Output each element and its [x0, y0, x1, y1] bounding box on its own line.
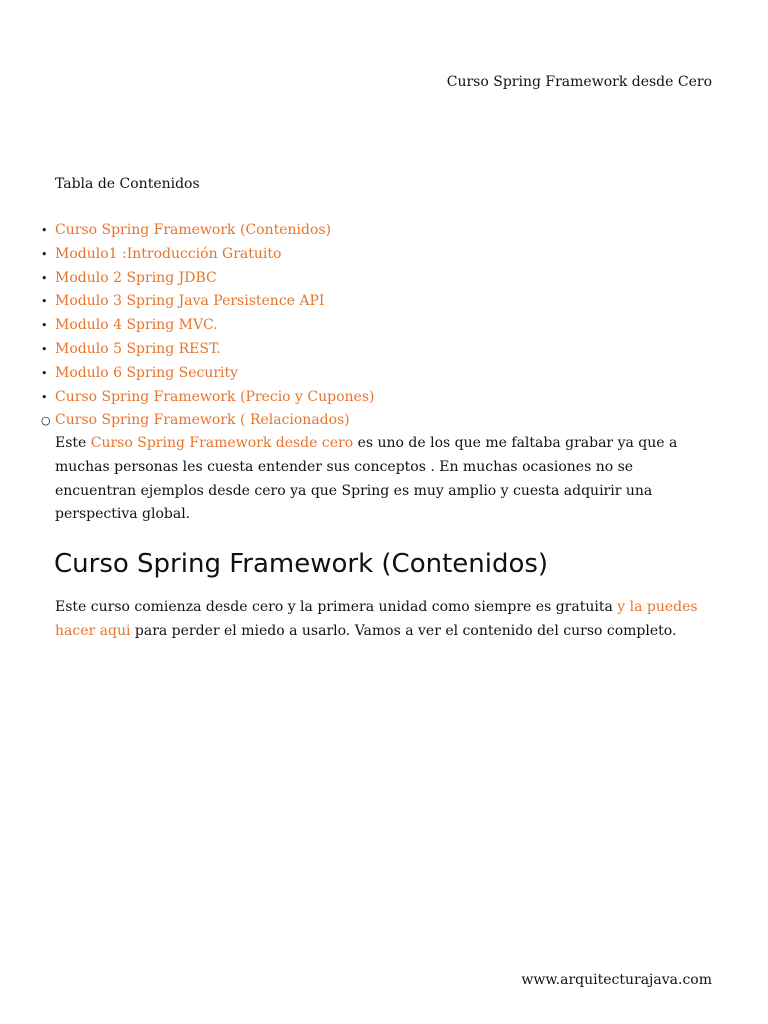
toc-item	[41, 290, 735, 314]
toc-item	[41, 362, 735, 386]
toc-item	[41, 338, 735, 362]
intro-course-link[interactable]: Curso Spring Framework desde cero	[90, 435, 354, 451]
bullet-icon: •	[41, 390, 48, 404]
toc-item	[41, 219, 735, 243]
toc-link-modulo1[interactable]: Modulo1 :Introducción Gratuito	[55, 245, 282, 262]
toc-item	[41, 386, 735, 410]
bullet-icon: •	[41, 342, 48, 356]
bullet-icon: •	[41, 295, 48, 309]
toc-item	[41, 409, 735, 433]
intro-text-start: Este	[55, 435, 91, 451]
bullet-icon: •	[41, 366, 48, 380]
section-title: Curso Spring Framework (Contenidos)	[54, 549, 549, 579]
toc-item	[41, 267, 735, 291]
page-header-title: Curso Spring Framework desde Cero	[446, 74, 712, 90]
free-unit-link[interactable]: y la puedes hacer aqui	[55, 599, 698, 639]
bullet-icon: •	[41, 319, 48, 333]
hollow-bullet-icon: ○	[41, 414, 51, 428]
bullet-icon: •	[41, 271, 48, 285]
toc-item	[41, 243, 735, 267]
footer-url: www.arquitecturajava.com	[521, 972, 712, 988]
section-paragraph	[55, 596, 715, 644]
toc-link-contenidos[interactable]: Curso Spring Framework (Contenidos)	[55, 222, 332, 238]
intro-paragraph	[55, 432, 715, 527]
bullet-icon: •	[41, 224, 48, 237]
toc-list	[41, 219, 735, 433]
toc-link-modulo6[interactable]: Modulo 6 Spring Security	[55, 364, 239, 381]
toc-link-precio[interactable]: Curso Spring Framework (Precio y Cupones)	[55, 388, 375, 405]
toc-link-modulo2[interactable]: Modulo 2 Spring JDBC	[55, 269, 217, 286]
bullet-icon: •	[41, 247, 48, 261]
section-text-end: para perder el miedo a usarlo. Vamos a ver el contenido del curso completo.	[130, 622, 677, 639]
section-text-start: Este curso comienza desde cero y la primera unidad como siempre es gratuita	[55, 599, 618, 615]
toc-item	[41, 314, 735, 338]
toc-link-modulo3[interactable]: Modulo 3 Spring Java Persistence API	[55, 293, 325, 310]
intro-text-end: es uno de los que me faltaba grabar ya que a muchas personas les cuesta entender sus conceptos . En muchas ocasiones no se encuentran ejemplos desde cero ya que Spring es muy amplio y cuesta adquirir una perspectiva global.	[55, 435, 678, 523]
toc-heading: Tabla de Contenidos	[55, 176, 200, 192]
toc-link-modulo5[interactable]: Modulo 5 Spring REST.	[55, 340, 221, 357]
toc-link-modulo4[interactable]: Modulo 4 Spring MVC.	[55, 317, 218, 334]
toc-link-relacionados[interactable]: Curso Spring Framework ( Relacionados)	[55, 412, 350, 429]
